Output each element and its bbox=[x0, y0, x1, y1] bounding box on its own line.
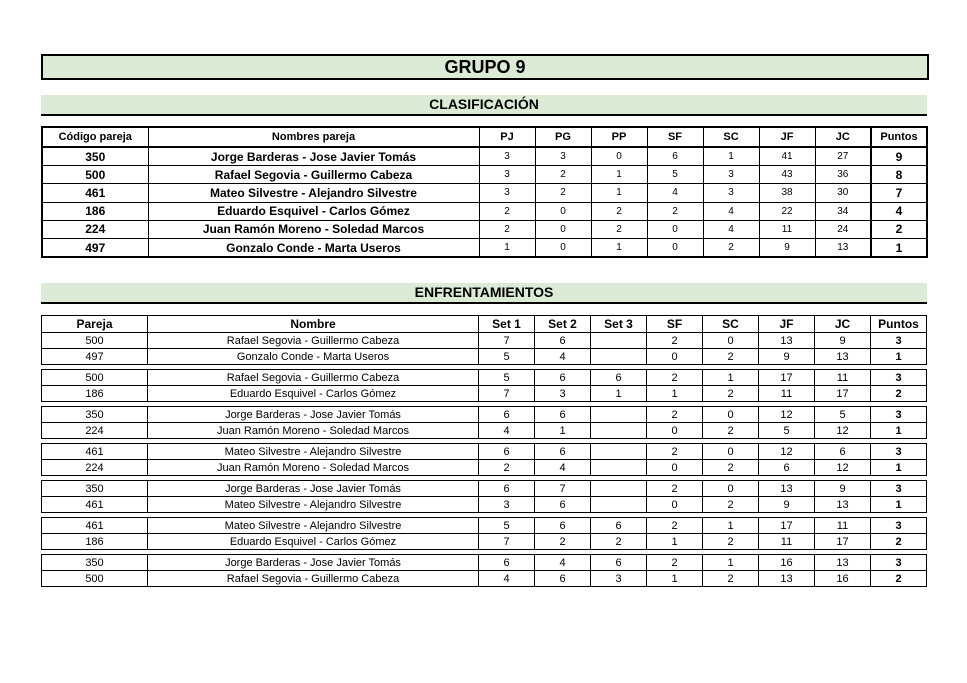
score-cell: 2 bbox=[647, 444, 703, 460]
score-cell: 7 bbox=[479, 333, 535, 349]
pair-names: Eduardo Esquivel - Carlos Gómez bbox=[148, 386, 479, 402]
clasificacion-table bbox=[41, 126, 928, 258]
stat-cell: 0 bbox=[535, 220, 591, 238]
match-row bbox=[42, 349, 927, 365]
score-cell: 2 bbox=[535, 534, 591, 550]
clasificacion-header-cell: JC bbox=[815, 127, 871, 147]
score-cell: 13 bbox=[759, 333, 815, 349]
stat-cell: 0 bbox=[647, 238, 703, 257]
score-cell: 1 bbox=[871, 423, 927, 439]
stat-cell: 22 bbox=[759, 202, 815, 220]
enfrentamientos-title: ENFRENTAMIENTOS bbox=[41, 283, 927, 304]
score-cell: 6 bbox=[815, 444, 871, 460]
clasificacion-row bbox=[42, 220, 927, 238]
stat-cell: 3 bbox=[479, 147, 535, 166]
pair-names: Juan Ramón Moreno - Soledad Marcos bbox=[148, 220, 479, 238]
stat-cell: 1 bbox=[591, 238, 647, 257]
score-cell: 0 bbox=[647, 423, 703, 439]
score-cell: 3 bbox=[479, 497, 535, 513]
score-cell: 5 bbox=[479, 370, 535, 386]
stat-cell: 2 bbox=[703, 238, 759, 257]
stat-cell: 43 bbox=[759, 166, 815, 184]
score-cell: 2 bbox=[703, 386, 759, 402]
stat-cell: 30 bbox=[815, 184, 871, 202]
stat-cell: 2 bbox=[479, 220, 535, 238]
score-cell: 0 bbox=[703, 481, 759, 497]
pair-code: 461 bbox=[42, 518, 148, 534]
enfrentamientos-header-cell: SC bbox=[703, 316, 759, 333]
score-cell bbox=[591, 407, 647, 423]
clasificacion-header-cell: PJ bbox=[479, 127, 535, 147]
score-cell: 17 bbox=[815, 386, 871, 402]
clasificacion-title: CLASIFICACIÓN bbox=[41, 95, 927, 116]
score-cell bbox=[591, 497, 647, 513]
stat-cell: 0 bbox=[591, 147, 647, 166]
stat-cell: 3 bbox=[479, 184, 535, 202]
stat-cell: 4 bbox=[871, 202, 927, 220]
pair-names: Mateo Silvestre - Alejandro Silvestre bbox=[148, 518, 479, 534]
score-cell: 0 bbox=[647, 460, 703, 476]
score-cell: 3 bbox=[871, 370, 927, 386]
score-cell: 4 bbox=[535, 349, 591, 365]
score-cell: 2 bbox=[703, 571, 759, 587]
clasificacion-header-cell: Puntos bbox=[871, 127, 927, 147]
score-cell: 12 bbox=[815, 423, 871, 439]
stat-cell: 2 bbox=[871, 220, 927, 238]
stat-cell: 41 bbox=[759, 147, 815, 166]
pair-names: Eduardo Esquivel - Carlos Gómez bbox=[148, 534, 479, 550]
score-cell: 17 bbox=[759, 370, 815, 386]
score-cell: 1 bbox=[703, 370, 759, 386]
score-cell: 17 bbox=[815, 534, 871, 550]
score-cell: 11 bbox=[759, 386, 815, 402]
score-cell bbox=[591, 333, 647, 349]
stat-cell: 3 bbox=[479, 166, 535, 184]
stat-cell: 1 bbox=[871, 238, 927, 257]
score-cell: 12 bbox=[759, 444, 815, 460]
score-cell: 16 bbox=[759, 555, 815, 571]
match-row bbox=[42, 386, 927, 402]
score-cell: 1 bbox=[871, 497, 927, 513]
pair-code: 186 bbox=[42, 386, 148, 402]
pair-names: Rafael Segovia - Guillermo Cabeza bbox=[148, 166, 479, 184]
match-row bbox=[42, 534, 927, 550]
score-cell: 0 bbox=[647, 349, 703, 365]
pair-names: Mateo Silvestre - Alejandro Silvestre bbox=[148, 444, 479, 460]
pair-code: 350 bbox=[42, 481, 148, 497]
group-title: GRUPO 9 bbox=[41, 54, 929, 80]
score-cell: 9 bbox=[815, 481, 871, 497]
stat-cell: 2 bbox=[591, 220, 647, 238]
pair-code: 186 bbox=[42, 534, 148, 550]
stat-cell: 2 bbox=[647, 202, 703, 220]
score-cell: 9 bbox=[815, 333, 871, 349]
pair-names: Jorge Barderas - Jose Javier Tomás bbox=[148, 555, 479, 571]
score-cell: 2 bbox=[647, 481, 703, 497]
score-cell: 3 bbox=[591, 571, 647, 587]
pair-code: 186 bbox=[42, 202, 148, 220]
enfrentamientos-header-cell: JF bbox=[759, 316, 815, 333]
stat-cell: 27 bbox=[815, 147, 871, 166]
score-cell: 2 bbox=[647, 518, 703, 534]
score-cell: 13 bbox=[815, 555, 871, 571]
stat-cell: 5 bbox=[647, 166, 703, 184]
clasificacion-header-cell: Código pareja bbox=[42, 127, 148, 147]
pair-names: Mateo Silvestre - Alejandro Silvestre bbox=[148, 497, 479, 513]
score-cell: 6 bbox=[591, 518, 647, 534]
pair-code: 461 bbox=[42, 497, 148, 513]
score-cell: 0 bbox=[647, 497, 703, 513]
stat-cell: 2 bbox=[535, 184, 591, 202]
match-row bbox=[42, 497, 927, 513]
stat-cell: 2 bbox=[535, 166, 591, 184]
stat-cell: 9 bbox=[871, 147, 927, 166]
score-cell: 6 bbox=[535, 407, 591, 423]
score-cell: 2 bbox=[703, 423, 759, 439]
score-cell: 2 bbox=[703, 497, 759, 513]
score-cell: 1 bbox=[535, 423, 591, 439]
stat-cell: 9 bbox=[759, 238, 815, 257]
pair-names: Juan Ramón Moreno - Soledad Marcos bbox=[148, 460, 479, 476]
score-cell: 1 bbox=[647, 386, 703, 402]
stat-cell: 4 bbox=[703, 220, 759, 238]
score-cell: 3 bbox=[871, 444, 927, 460]
score-cell: 2 bbox=[647, 370, 703, 386]
stat-cell: 11 bbox=[759, 220, 815, 238]
stat-cell: 0 bbox=[535, 238, 591, 257]
stat-cell: 2 bbox=[479, 202, 535, 220]
enfrentamientos-header-cell: JC bbox=[815, 316, 871, 333]
score-cell bbox=[591, 444, 647, 460]
score-cell: 4 bbox=[535, 555, 591, 571]
stat-cell: 6 bbox=[647, 147, 703, 166]
score-cell: 6 bbox=[479, 444, 535, 460]
score-cell: 6 bbox=[535, 571, 591, 587]
pair-code: 461 bbox=[42, 444, 148, 460]
enfrentamientos-header-cell: Puntos bbox=[871, 316, 927, 333]
score-cell: 5 bbox=[479, 349, 535, 365]
match-row bbox=[42, 407, 927, 423]
pair-code: 497 bbox=[42, 238, 148, 257]
clasificacion-header-row bbox=[42, 127, 927, 147]
stat-cell: 0 bbox=[647, 220, 703, 238]
match-row bbox=[42, 370, 927, 386]
score-cell: 2 bbox=[591, 534, 647, 550]
stat-cell: 3 bbox=[535, 147, 591, 166]
score-cell: 7 bbox=[479, 534, 535, 550]
clasificacion-header-cell: JF bbox=[759, 127, 815, 147]
clasificacion-header-cell: SC bbox=[703, 127, 759, 147]
pair-names: Mateo Silvestre - Alejandro Silvestre bbox=[148, 184, 479, 202]
pair-code: 224 bbox=[42, 220, 148, 238]
stat-cell: 7 bbox=[871, 184, 927, 202]
clasificacion-row bbox=[42, 184, 927, 202]
score-cell: 1 bbox=[703, 555, 759, 571]
match-row bbox=[42, 333, 927, 349]
pair-code: 500 bbox=[42, 370, 148, 386]
pair-code: 500 bbox=[42, 166, 148, 184]
match-row bbox=[42, 481, 927, 497]
score-cell: 11 bbox=[759, 534, 815, 550]
score-cell: 5 bbox=[479, 518, 535, 534]
score-cell: 5 bbox=[815, 407, 871, 423]
score-cell: 0 bbox=[703, 407, 759, 423]
pair-names: Jorge Barderas - Jose Javier Tomás bbox=[148, 481, 479, 497]
pair-code: 224 bbox=[42, 423, 148, 439]
stat-cell: 0 bbox=[535, 202, 591, 220]
pair-code: 224 bbox=[42, 460, 148, 476]
stat-cell: 38 bbox=[759, 184, 815, 202]
score-cell: 2 bbox=[703, 349, 759, 365]
score-cell bbox=[591, 481, 647, 497]
pair-code: 350 bbox=[42, 555, 148, 571]
stat-cell: 3 bbox=[703, 166, 759, 184]
score-cell: 6 bbox=[535, 497, 591, 513]
match-row bbox=[42, 555, 927, 571]
score-cell: 0 bbox=[703, 444, 759, 460]
stat-cell: 1 bbox=[591, 184, 647, 202]
stat-cell: 4 bbox=[703, 202, 759, 220]
enfrentamientos-header-row bbox=[42, 316, 927, 333]
score-cell: 4 bbox=[535, 460, 591, 476]
stat-cell: 2 bbox=[591, 202, 647, 220]
clasificacion-row bbox=[42, 147, 927, 166]
score-cell: 1 bbox=[703, 518, 759, 534]
score-cell: 6 bbox=[759, 460, 815, 476]
score-cell: 4 bbox=[479, 571, 535, 587]
score-cell: 7 bbox=[479, 386, 535, 402]
score-cell bbox=[591, 423, 647, 439]
score-cell: 2 bbox=[647, 407, 703, 423]
stat-cell: 1 bbox=[703, 147, 759, 166]
clasificacion-header-cell: Nombres pareja bbox=[148, 127, 479, 147]
score-cell: 13 bbox=[815, 349, 871, 365]
score-cell: 2 bbox=[871, 386, 927, 402]
score-cell: 6 bbox=[479, 481, 535, 497]
pair-names: Gonzalo Conde - Marta Useros bbox=[148, 349, 479, 365]
clasificacion-row bbox=[42, 238, 927, 257]
enfrentamientos-header-cell: Set 1 bbox=[479, 316, 535, 333]
match-row bbox=[42, 571, 927, 587]
score-cell: 4 bbox=[479, 423, 535, 439]
enfrentamientos-header-cell: Nombre bbox=[148, 316, 479, 333]
score-cell bbox=[591, 460, 647, 476]
score-cell: 2 bbox=[703, 460, 759, 476]
pair-code: 497 bbox=[42, 349, 148, 365]
score-cell: 13 bbox=[815, 497, 871, 513]
score-cell: 12 bbox=[759, 407, 815, 423]
score-cell: 6 bbox=[535, 518, 591, 534]
score-cell: 11 bbox=[815, 518, 871, 534]
score-cell: 6 bbox=[535, 444, 591, 460]
enfrentamientos-header-cell: SF bbox=[647, 316, 703, 333]
pair-names: Jorge Barderas - Jose Javier Tomás bbox=[148, 147, 479, 166]
score-cell: 3 bbox=[871, 407, 927, 423]
match-row bbox=[42, 423, 927, 439]
pair-names: Gonzalo Conde - Marta Useros bbox=[148, 238, 479, 257]
score-cell: 1 bbox=[647, 571, 703, 587]
pair-names: Eduardo Esquivel - Carlos Gómez bbox=[148, 202, 479, 220]
stat-cell: 36 bbox=[815, 166, 871, 184]
pair-code: 350 bbox=[42, 407, 148, 423]
pair-names: Rafael Segovia - Guillermo Cabeza bbox=[148, 333, 479, 349]
stat-cell: 34 bbox=[815, 202, 871, 220]
match-row bbox=[42, 460, 927, 476]
stat-cell: 1 bbox=[591, 166, 647, 184]
score-cell: 3 bbox=[871, 481, 927, 497]
score-cell: 3 bbox=[871, 333, 927, 349]
score-cell: 2 bbox=[703, 534, 759, 550]
stat-cell: 13 bbox=[815, 238, 871, 257]
enfrentamientos-table bbox=[41, 315, 927, 587]
score-cell: 2 bbox=[871, 534, 927, 550]
stat-cell: 24 bbox=[815, 220, 871, 238]
score-cell: 6 bbox=[479, 407, 535, 423]
score-cell: 9 bbox=[759, 349, 815, 365]
score-cell: 13 bbox=[759, 571, 815, 587]
score-cell: 6 bbox=[479, 555, 535, 571]
score-cell: 7 bbox=[535, 481, 591, 497]
clasificacion-row bbox=[42, 166, 927, 184]
enfrentamientos-header-cell: Set 2 bbox=[535, 316, 591, 333]
score-cell: 6 bbox=[591, 370, 647, 386]
stat-cell: 4 bbox=[647, 184, 703, 202]
pair-names: Rafael Segovia - Guillermo Cabeza bbox=[148, 370, 479, 386]
score-cell: 3 bbox=[871, 555, 927, 571]
score-cell: 11 bbox=[815, 370, 871, 386]
stat-cell: 8 bbox=[871, 166, 927, 184]
score-cell: 2 bbox=[647, 555, 703, 571]
score-cell: 17 bbox=[759, 518, 815, 534]
score-cell: 1 bbox=[591, 386, 647, 402]
score-cell: 0 bbox=[703, 333, 759, 349]
enfrentamientos-header-cell: Pareja bbox=[42, 316, 148, 333]
enfrentamientos-header-cell: Set 3 bbox=[591, 316, 647, 333]
pair-code: 350 bbox=[42, 147, 148, 166]
pair-code: 461 bbox=[42, 184, 148, 202]
pair-code: 500 bbox=[42, 571, 148, 587]
score-cell: 2 bbox=[479, 460, 535, 476]
score-cell: 1 bbox=[871, 460, 927, 476]
stat-cell: 3 bbox=[703, 184, 759, 202]
score-cell: 16 bbox=[815, 571, 871, 587]
stat-cell: 1 bbox=[479, 238, 535, 257]
score-cell: 2 bbox=[871, 571, 927, 587]
score-cell: 6 bbox=[535, 370, 591, 386]
match-row bbox=[42, 518, 927, 534]
clasificacion-header-cell: SF bbox=[647, 127, 703, 147]
score-cell: 1 bbox=[871, 349, 927, 365]
clasificacion-header-cell: PG bbox=[535, 127, 591, 147]
clasificacion-header-cell: PP bbox=[591, 127, 647, 147]
score-cell: 2 bbox=[647, 333, 703, 349]
pair-code: 500 bbox=[42, 333, 148, 349]
score-cell: 12 bbox=[815, 460, 871, 476]
score-cell: 9 bbox=[759, 497, 815, 513]
score-cell: 5 bbox=[759, 423, 815, 439]
score-cell: 3 bbox=[871, 518, 927, 534]
score-cell: 6 bbox=[535, 333, 591, 349]
score-cell bbox=[591, 349, 647, 365]
pair-names: Juan Ramón Moreno - Soledad Marcos bbox=[148, 423, 479, 439]
score-cell: 13 bbox=[759, 481, 815, 497]
score-cell: 3 bbox=[535, 386, 591, 402]
pair-names: Jorge Barderas - Jose Javier Tomás bbox=[148, 407, 479, 423]
match-row bbox=[42, 444, 927, 460]
score-cell: 1 bbox=[647, 534, 703, 550]
clasificacion-row bbox=[42, 202, 927, 220]
score-cell: 6 bbox=[591, 555, 647, 571]
pair-names: Rafael Segovia - Guillermo Cabeza bbox=[148, 571, 479, 587]
